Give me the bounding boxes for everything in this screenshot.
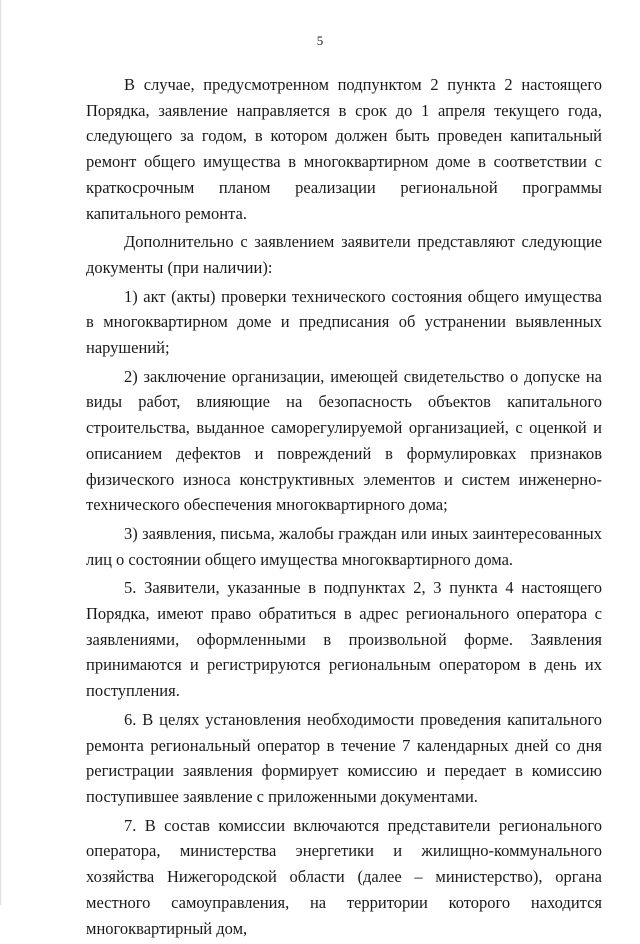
paragraph-additional-documents: Дополнительно с заявлением заявители представляют следующие документы (при наличии): [86,232,602,277]
page-number: 5 [316,33,324,48]
clause-6: 6. В целях установления необходимости проведения капитального ремонта региональный оператор в течение 7 календарных дней со дня регистрации заявления формирует комиссию и передает в комиссию поступившее заявление с приложенными документами. [86,709,602,806]
document-body [86,72,602,944]
clause-7: 7. В состав комиссии включаются представители регионального оператора, министерства энергетики и жилищно-коммунального хозяйства Нижегородской области (далее – министерство), органа местного самоуправления, на территории которого находится многоквартирный дом, [86,815,602,938]
clause-5: 5. Заявители, указанные в подпунктах 2, 3 пункта 4 настоящего Порядка, имеют право обратиться в адрес регионального оператора с заявлениями, оформленными в произвольной форме. Заявления принимаются и регистрируются региональным оператором в день их поступления. [86,578,602,701]
list-item-organization-conclusion: 2) заключение организации, имеющей свидетельство о допуске на виды работ, влияющие на безопасность объектов капитального строительства, выданное саморегулируемой организацией, с оценкой и описанием дефектов и повреждений в формулировках признаков физического износа конструктивных элементов и систем инженерно-технического обеспечения многоквартирного дома; [86,366,602,515]
list-item-citizen-complaints: 3) заявления, письма, жалобы граждан или иных заинтересованных лиц о состоянии общего имущества многоквартирного дома. [86,523,602,569]
paragraph-deadline: В случае, предусмотренном подпунктом 2 пункта 2 настоящего Порядка, заявление направляется в срок до 1 апреля текущего года, следующего за годом, в котором должен быть проведен капитальный ремонт общего имущества в многоквартирном доме в соответствии с краткосрочным планом реализации региональной программы капитального ремонта. [86,75,602,223]
scan-edge [0,0,2,905]
list-item-inspection-acts: 1) акт (акты) проверки технического состояния общего имущества в многоквартирном доме и предписания об устранении выявленных нарушений; [86,286,602,358]
